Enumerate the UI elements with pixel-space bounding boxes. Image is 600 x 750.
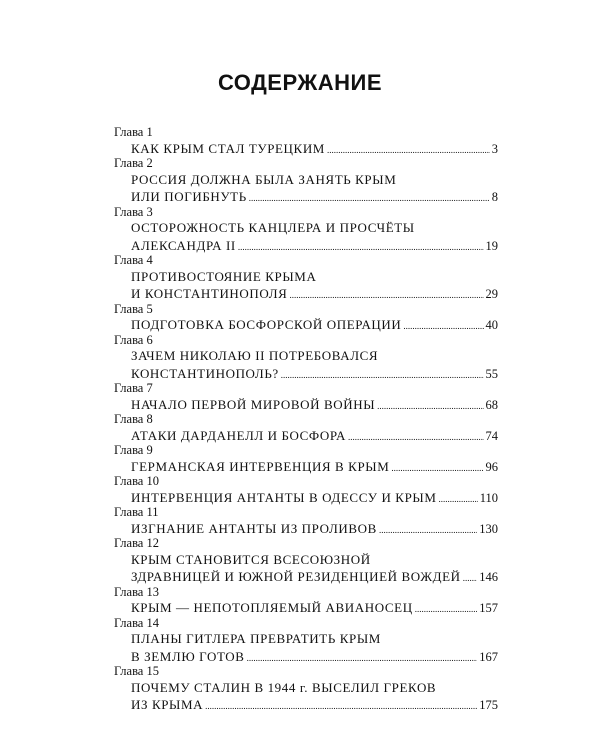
chapter-label: Глава 11 xyxy=(114,505,159,519)
chapter-title: ИЗ КРЫМА xyxy=(131,697,204,712)
chapter-title: КРЫМ — НЕПОТОПЛЯЕМЫЙ АВИАНОСЕЦ xyxy=(131,600,413,615)
chapter-title-line xyxy=(131,188,498,206)
chapter-title-line xyxy=(131,365,498,383)
chapter-title-line xyxy=(131,568,498,586)
page-number: 55 xyxy=(485,366,498,381)
chapter-title-line xyxy=(131,551,498,569)
chapter-title: И КОНСТАНТИНОПОЛЯ xyxy=(131,286,288,301)
toc-entry[interactable] xyxy=(114,303,498,334)
dot-leader xyxy=(238,239,484,257)
chapter-label: Глава 14 xyxy=(114,615,159,630)
chapter-label: Глава 13 xyxy=(114,584,159,599)
page-number: 146 xyxy=(479,570,498,584)
chapter-title: ЗДРАВНИЦЕЙ И ЮЖНОЙ РЕЗИДЕНЦИЕЙ ВОЖДЕЙ xyxy=(131,569,461,584)
toc-entry[interactable] xyxy=(114,382,498,413)
chapter-title: КОНСТАНТИНОПОЛЬ? xyxy=(131,365,279,381)
chapter-title-line xyxy=(131,679,498,697)
chapter-title: ИЛИ ПОГИБНУТЬ xyxy=(131,189,247,204)
chapter-title: ИЗГНАНИЕ АНТАНТЫ ИЗ ПРОЛИВОВ xyxy=(131,520,377,536)
chapter-title: ПОДГОТОВКА БОСФОРСКОЙ ОПЕРАЦИИ xyxy=(131,317,402,332)
chapter-title: ПРОТИВОСТОЯНИЕ КРЫМА xyxy=(131,268,317,284)
chapter-label: Глава 6 xyxy=(114,332,153,347)
dot-leader xyxy=(281,367,484,385)
toc-entry[interactable] xyxy=(114,334,498,383)
toc-entry[interactable] xyxy=(114,506,498,537)
chapter-label: Глава 2 xyxy=(114,156,153,170)
chapter-title: НАЧАЛО ПЕРВОЙ МИРОВОЙ ВОЙНЫ xyxy=(131,396,376,412)
chapter-title-line xyxy=(131,696,498,714)
page-number: 8 xyxy=(491,190,498,204)
toc-entry[interactable] xyxy=(114,157,498,206)
chapter-title-line xyxy=(131,648,498,666)
chapter-label: Глава 5 xyxy=(114,301,153,316)
dot-leader xyxy=(249,190,490,208)
chapter-title: ИНТЕРВЕНЦИЯ АНТАНТЫ В ОДЕССУ И КРЫМ xyxy=(131,489,437,505)
page-number: 3 xyxy=(491,141,498,156)
chapter-label: Глава 15 xyxy=(114,664,159,678)
chapter-title: ЗАЧЕМ НИКОЛАЮ II ПОТРЕБОВАЛСЯ xyxy=(131,348,379,363)
chapter-title-line xyxy=(131,396,498,414)
page-number: 157 xyxy=(479,601,498,615)
chapter-title-line xyxy=(131,171,498,189)
toc-entry[interactable] xyxy=(114,413,498,444)
chapter-title: РОССИЯ ДОЛЖНА БЫЛА ЗАНЯТЬ КРЫМ xyxy=(131,171,397,187)
page-number: 175 xyxy=(479,698,498,712)
toc-entry[interactable] xyxy=(114,126,498,157)
chapter-title-line xyxy=(131,599,498,617)
chapter-label: Глава 10 xyxy=(114,474,159,488)
toc-entry[interactable] xyxy=(114,475,498,506)
chapter-title: ГЕРМАНСКАЯ ИНТЕРВЕНЦИЯ В КРЫМ xyxy=(131,458,390,474)
page-number: 40 xyxy=(485,318,498,332)
dot-leader xyxy=(205,698,477,716)
chapter-title-line xyxy=(131,520,498,538)
chapter-title: ПОЧЕМУ СТАЛИН В 1944 г. ВЫСЕЛИЛ ГРЕКОВ xyxy=(131,679,437,695)
page-number: 96 xyxy=(485,459,498,474)
toc-entry[interactable] xyxy=(114,617,498,666)
toc-entry[interactable] xyxy=(114,586,498,617)
chapter-title-line xyxy=(131,458,498,476)
toc-entry[interactable] xyxy=(114,537,498,586)
dot-leader xyxy=(391,460,483,478)
dot-leader xyxy=(403,318,483,336)
dot-leader xyxy=(377,398,483,416)
dot-leader xyxy=(247,650,478,668)
page-number: 74 xyxy=(485,428,498,443)
chapter-title-line xyxy=(131,316,498,334)
page-number: 110 xyxy=(479,490,498,505)
chapter-title-line xyxy=(131,427,498,445)
dot-leader xyxy=(415,601,478,619)
page-title: СОДЕРЖАНИЕ xyxy=(217,70,383,95)
toc-entry[interactable] xyxy=(114,665,498,714)
chapter-title-line xyxy=(131,219,498,237)
chapter-title: КРЫМ СТАНОВИТСЯ ВСЕСОЮЗНОЙ xyxy=(131,551,371,567)
dot-leader xyxy=(327,142,490,160)
chapter-title-line xyxy=(131,140,498,158)
page-number: 167 xyxy=(479,649,498,664)
toc-entry[interactable] xyxy=(114,206,498,255)
chapter-label: Глава 12 xyxy=(114,536,159,550)
dot-leader xyxy=(348,429,483,447)
chapter-title-line xyxy=(131,237,498,255)
dot-leader xyxy=(463,570,478,588)
chapter-title: В ЗЕМЛЮ ГОТОВ xyxy=(131,648,245,664)
table-of-contents xyxy=(114,126,498,714)
page-number: 29 xyxy=(485,287,498,301)
chapter-title: ОСТОРОЖНОСТЬ КАНЦЛЕРА И ПРОСЧЁТЫ xyxy=(131,220,415,235)
chapter-label: Глава 9 xyxy=(114,443,153,457)
toc-entry[interactable] xyxy=(114,254,498,303)
chapter-title-line xyxy=(131,268,498,286)
page-number: 19 xyxy=(485,238,498,253)
toc-entry[interactable] xyxy=(114,444,498,475)
chapter-label: Глава 1 xyxy=(114,125,153,139)
dot-leader xyxy=(379,522,477,540)
page-number: 130 xyxy=(479,521,498,536)
chapter-title-line xyxy=(131,347,498,365)
chapter-title: ПЛАНЫ ГИТЛЕРА ПРЕВРАТИТЬ КРЫМ xyxy=(131,631,381,646)
chapter-title-line xyxy=(131,630,498,648)
chapter-title-line xyxy=(131,489,498,507)
chapter-label: Глава 4 xyxy=(114,253,153,267)
page-number: 68 xyxy=(485,397,498,412)
dot-leader xyxy=(439,491,478,509)
chapter-title: АЛЕКСАНДРА II xyxy=(131,237,236,253)
chapter-label: Глава 7 xyxy=(114,381,153,395)
chapter-title-line xyxy=(131,285,498,303)
chapter-label: Глава 3 xyxy=(114,204,153,219)
chapter-title: АТАКИ ДАРДАНЕЛЛ И БОСФОРА xyxy=(131,427,347,443)
chapter-title: КАК КРЫМ СТАЛ ТУРЕЦКИМ xyxy=(131,140,325,156)
chapter-label: Глава 8 xyxy=(114,412,153,426)
dot-leader xyxy=(289,287,483,305)
